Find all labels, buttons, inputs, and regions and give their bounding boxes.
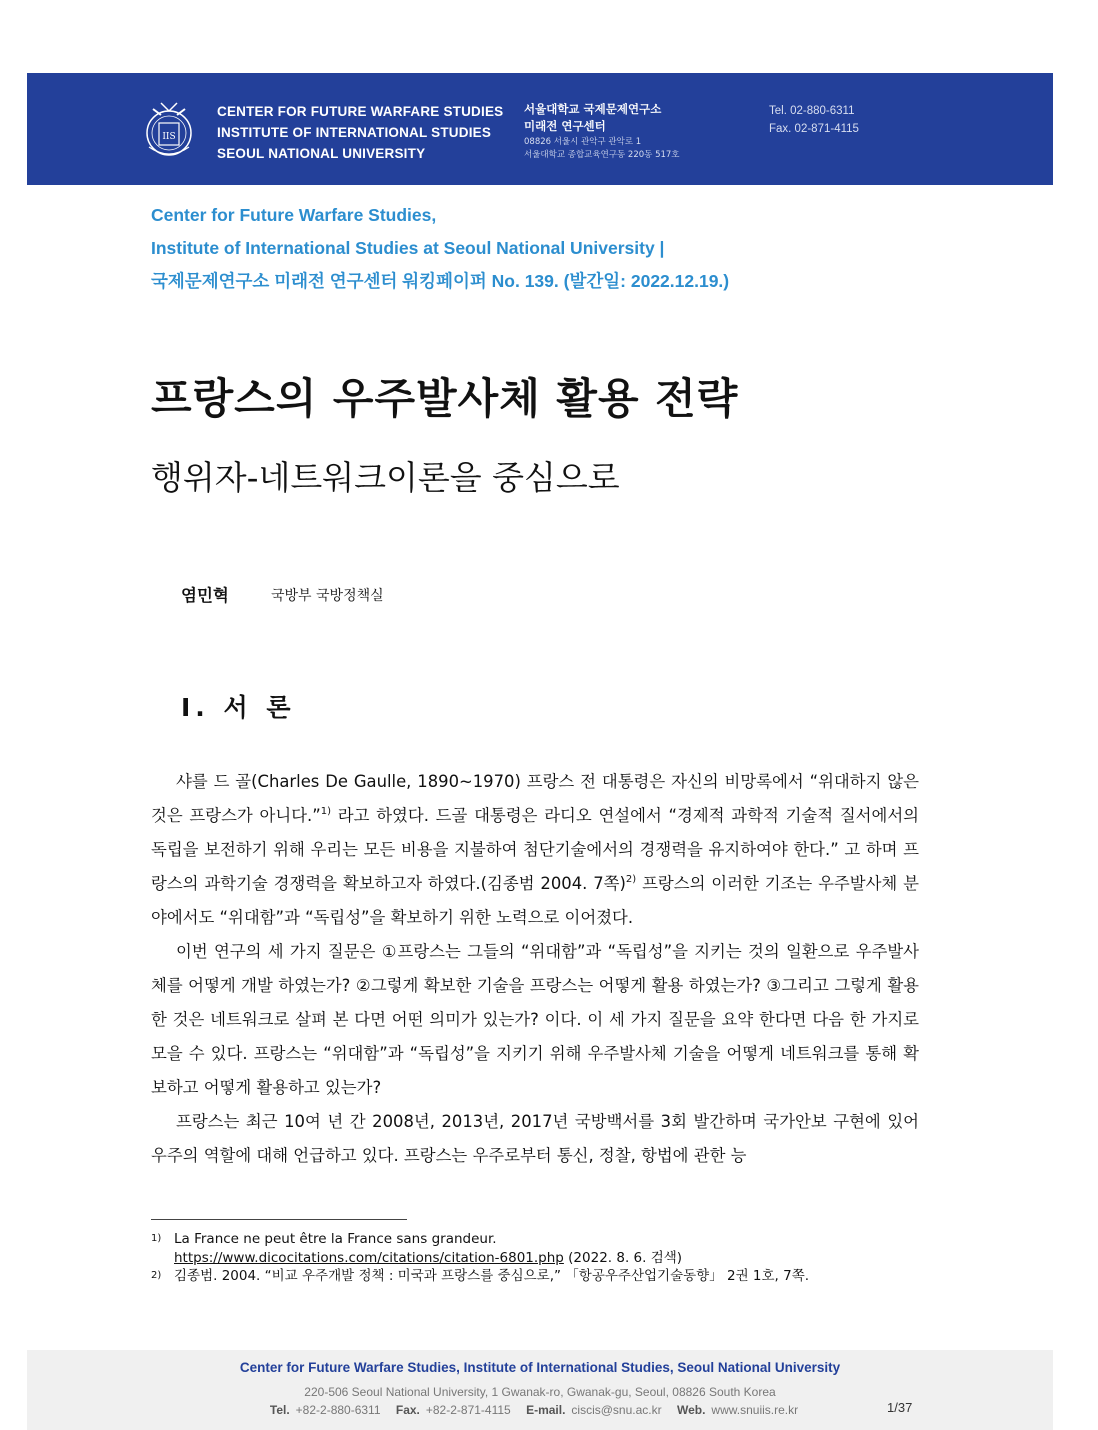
author-name: 염민혁 (181, 586, 229, 605)
section-heading: Ⅰ. 서 론 (181, 693, 296, 722)
header-address: 08826 서울시 관악구 관악로 1 서울대학교 종합교육연구동 220동 517호 (524, 137, 680, 160)
footnote-link[interactable]: https://www.dicocitations.com/citations/citation-6801.php (174, 1249, 564, 1266)
svg-text:IIS: IIS (162, 132, 176, 142)
author-affiliation: 국방부 국방정책실 (271, 588, 384, 604)
footer-web-link[interactable]: www.snuiis.re.kr (711, 1403, 799, 1417)
paper-subtitle: 행위자-네트워크이론을 중심으로 (151, 458, 620, 497)
working-paper-info: Center for Future Warfare Studies, Institute of International Studies at Seoul National University | 국제문제연구소 미래전 연구센터 워킹페이퍼 No. 139. (발간일: 2022.12.19.) (151, 205, 730, 291)
header-contact: Tel. 02-880-6311 Fax. 02-871-4115 (769, 105, 859, 135)
header-band (27, 73, 1053, 185)
footer-title: Center for Future Warfare Studies, Institute of International Studies, Seoul National University (239, 1360, 841, 1375)
paragraph: 프랑스는 최근 10여 년 간 2008년, 2013년, 2017년 국방백서를 3회 발간하며 국가안보 구현에 있어 우주의 역할에 대해 언급하고 있다. 프랑스는 우주로부터 통신, 정찰, 항법에 관한 능 (151, 1112, 919, 1165)
footnotes (151, 1230, 919, 1286)
footer-email[interactable]: ciscis@snu.ac.kr (571, 1403, 662, 1417)
paragraph: 이번 연구의 세 가지 질문은 ①프랑스는 그들의 “위대함”과 “독립성”을 지키는 것의 일환으로 우주발사체를 어떻게 개발 하였는가? ②그렇게 확보한 기술을 프랑스는 어떻게 활용 하였는가? ③그리고 그렇게 활용한 것은 네트워크로 살펴 본 다면 어떤 의미가 있는가? 이다. 이 세 가지 질문을 요약 한다면 다음 한 가지로 모을 수 있다. 프랑스는 “위대함”과 “독립성”을 지키기 위해 우주발사체 기술을 어떻게 네트워크를 통해 확보하고 어떻게 활용하고 있는가? (151, 942, 919, 1097)
page-number: 1/37 (887, 1400, 913, 1415)
footer-contact: Tel. +82-2-880-6311 Fax. +82-2-871-4115 E-mail. ciscis@snu.ac.kr Web. www.snuiis.re.kr (269, 1403, 799, 1417)
header-institute-korean: 서울대학교 국제문제연구소 미래전 연구센터 (524, 102, 662, 133)
footnote-item: 1) La France ne peut être la France sans grandeur. https://www.dicocitations.com/citations/citation-6801.php (2022. 8. 6. 검색) (151, 1231, 683, 1266)
institute-seal-logo (139, 99, 199, 163)
footer-band (27, 1350, 1053, 1430)
footer-address: 220-506 Seoul National University, 1 Gwanak-ro, Gwanak-gu, Seoul, 08826 South Korea (304, 1385, 776, 1399)
paragraph: 샤를 드 골(Charles De Gaulle, 1890~1970) 프랑스 전 대통령은 자신의 비망록에서 “위대하지 않은 것은 프랑스가 아니다.”$^{1)}$ 라고 하였다. 드골 대통령은 라디오 연설에서 “경제적 과학적 기술적 질서에서의 독립을 보전하기 위해 우리는 모든 비용을 지불하여 첨단기술에서의 경쟁력을 유지하여야 한다.” 고 하며 프랑스의 과학기술 경쟁력을 확보하고자 하였다.(김종범 2004. 7쪽)$^{2)}$ 프랑스의 이러한 기조는 우주발사체 분야에서도 “위대함”과 “독립성”을 확보하기 위한 노력으로 이어졌다. (151, 772, 920, 927)
body-text (151, 765, 919, 1173)
footnote-item: 2) 김종범. 2004. “비교 우주개발 정책 : 미국과 프랑스를 중심으로,” 「항공우주산업기술동향」 2권 1호, 7쪽. (151, 1268, 810, 1284)
paper-title: 프랑스의 우주발사체 활용 전략 (151, 374, 739, 423)
footnote-ref[interactable]: 1) (320, 806, 331, 817)
header-institute-english: CENTER FOR FUTURE WARFARE STUDIES INSTITUTE OF INTERNATIONAL STUDIES SEOUL NATIONAL UNIVERSITY (217, 104, 504, 161)
footnote-ref[interactable]: 2) (625, 874, 637, 885)
footnote-divider (151, 1219, 407, 1220)
